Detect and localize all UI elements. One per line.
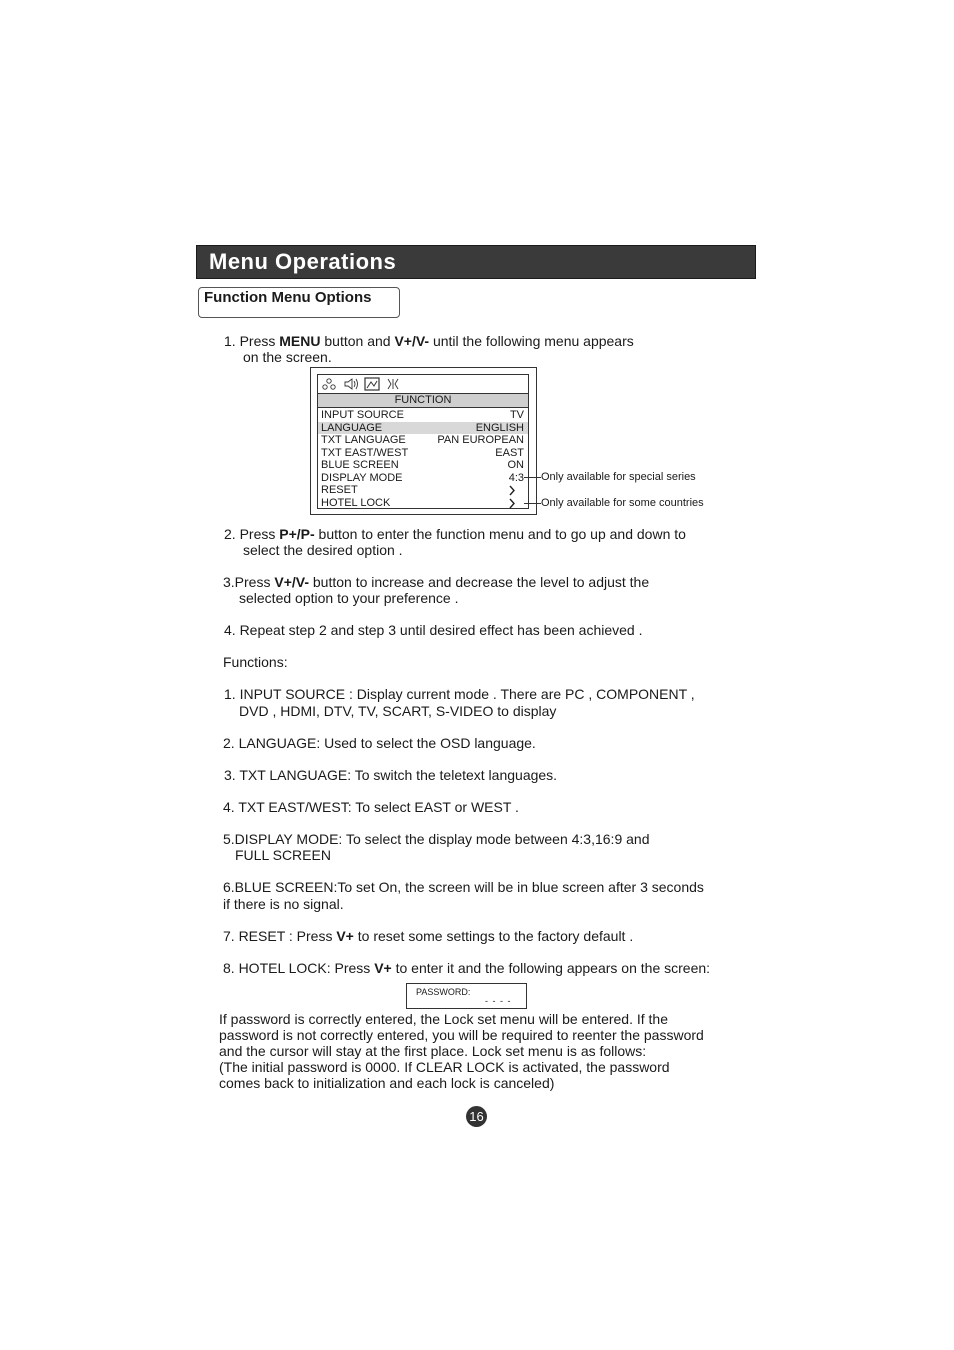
functions-heading: Functions: [223,654,288,670]
paragraph-line-1: If password is correctly entered, the Lock set menu will be entered. If the [219,1011,668,1027]
password-label: PASSWORD: [416,987,471,997]
osd-row-txt-language: TXT LANGUAGE PAN EUROPEAN [321,434,524,446]
step-2-line-1: 2. Press P+/P- button to enter the function menu and to go up and down to [224,526,686,542]
osd-title: FUNCTION [394,394,452,406]
chevron-right-icon [508,485,516,496]
function-2: 2. LANGUAGE: Used to select the OSD language. [223,735,536,751]
leader-line-special [524,477,541,478]
step-1-line-2: on the screen. [243,349,332,365]
paragraph-line-5: comes back to initialization and each lock is canceled) [219,1075,555,1091]
sound-icon [343,377,359,391]
note-some-countries: Only available for some countries [541,497,704,509]
function-6-line-1: 6.BLUE SCREEN:To set On, the screen will be in blue screen after 3 seconds [223,879,704,895]
note-special-series: Only available for special series [541,471,696,483]
step-3-line-2: selected option to your preference . [239,590,459,606]
osd-row-display-mode: DISPLAY MODE 4:3 [321,471,524,484]
function-1-line-1: 1. INPUT SOURCE : Display current mode . There are PC , COMPONENT , [224,686,695,702]
osd-row-txt-east-west: TXT EAST/WEST EAST [321,446,524,459]
section-header-bar [196,245,756,279]
password-placeholder: - - - - [485,996,512,1006]
chevron-right-icon [508,498,516,509]
function-4: 4. TXT EAST/WEST: To select EAST or WEST . [223,799,519,815]
function-6-line-2: if there is no signal. [223,896,344,912]
step-3-line-1: 3.Press V+/V- button to increase and decrease the level to adjust the [223,574,650,590]
osd-row-blue-screen: BLUE SCREEN ON [321,459,524,471]
osd-row-hotel-lock: HOTEL LOCK [318,497,528,510]
subsection-box [198,287,400,318]
paragraph-line-4: (The initial password is 0000. If CLEAR LOCK is activated, the password [219,1059,670,1075]
osd-menu [317,374,529,509]
osd-row-reset: RESET [318,484,528,497]
function-3: 3. TXT LANGUAGE: To switch the teletext languages. [224,767,558,783]
function-8: 8. HOTEL LOCK: Press V+ to enter it and the following appears on the screen: [223,960,711,976]
function-7: 7. RESET : Press V+ to reset some settings to the factory default . [223,928,634,944]
step-4: 4. Repeat step 2 and step 3 until desired effect has been achieved . [224,622,643,638]
password-prompt-box [406,983,527,1009]
function-1-line-2: DVD , HDMI, DTV, TV, SCART, S-VIDEO to display [239,703,557,719]
setup-icon [385,377,401,391]
paragraph-line-2: password is not correctly entered, you will be required to reenter the password [219,1027,704,1043]
paragraph-line-3: and the cursor will stay at the first place. Lock set menu is as follows: [219,1043,647,1059]
function-icon [364,377,380,391]
function-5-line-2: FULL SCREEN [235,847,331,863]
picture-icon [321,377,337,391]
page-number: 16 [466,1106,487,1127]
page-title: Menu Operations [209,249,397,274]
leader-line-countries [524,503,541,504]
osd-icon-row [318,375,528,394]
step-2-line-2: select the desired option . [243,542,403,558]
step-1-line-1: 1. Press MENU button and V+/V- until the following menu appears [224,333,634,349]
subsection-title: Function Menu Options [204,289,372,306]
osd-row-input-source: INPUT SOURCE TV [321,409,524,421]
function-5-line-1: 5.DISPLAY MODE: To select the display mode between 4:3,16:9 and [223,831,650,847]
osd-row-language: LANGUAGE ENGLISH [318,422,528,435]
osd-title-bar [318,394,528,408]
